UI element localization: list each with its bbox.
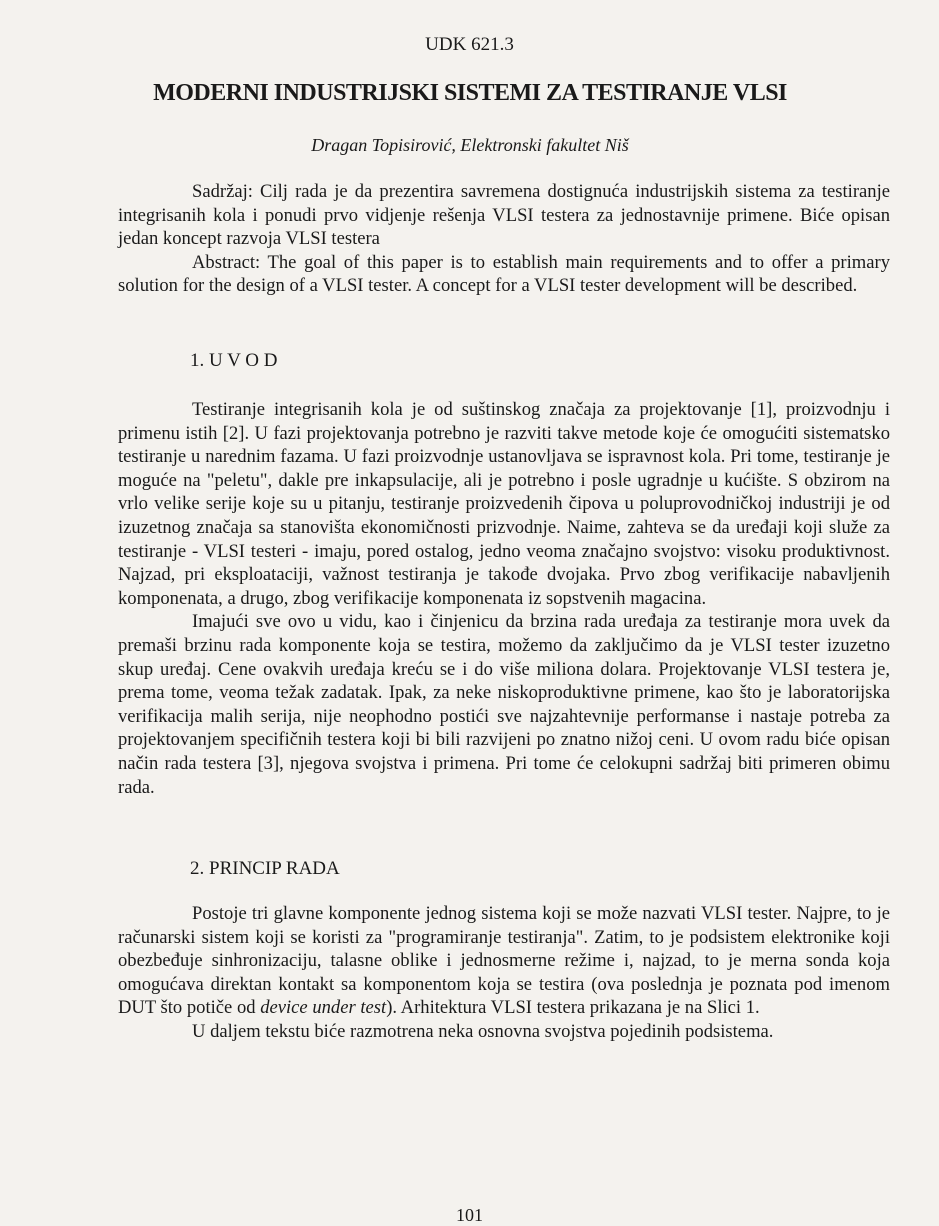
paper-title: MODERNI INDUSTRIJSKI SISTEMI ZA TESTIRANJE VLSI — [153, 80, 787, 106]
sadrzaj-paragraph — [118, 180, 890, 251]
section-2-heading: 2. PRINCIP RADA — [190, 858, 340, 879]
section-1-paragraph-1: Testiranje integrisanih kola je od suštinskog značaja za projektovanje [1], proizvodnju i primenu istih [2]. U fazi projektovanja potrebno je razviti takve metode koje će omogućiti sistematsko testiranje u narednim fazama. U fazi proizvodnje ustanovljava se ispravnost kola. Pri tome, testiranje je moguće na "peletu", dakle pre inkapsulacije, ali je potrebno i posle ugradnje u kućište. S obzirom na vrlo velike serije koje su u pitanju, testiranje proizvedenih čipova u poluprovodničkoj industriji je od izuzetnog značaja sa stanovišta ekonomičnosti prizvodnje. Naime, zahteva se da uređaji koji služe za testiranje - VLSI testeri - imaju, pored ostalog, jedno veoma značajno svojstvo: visoku produktivnost. Najzad, pri eksploataciji, važnost testiranja je takođe dvojaka. Prvo zbog verifikacije nabavljenih komponenata, a drugo, zbog verifikacije komponenata iz sopstvenih magacina. — [118, 399, 890, 609]
section-2-text-b: ). Arhitektura VLSI testera prikazana je na Slici 1. — [386, 997, 760, 1019]
sadrzaj-text: Cilj rada je da prezentira savremena dostignuća industrijskih sistema za testiranje integrisanih kola i ponudi prvo vidjenje rešenja VLSI testera za jednostavnije primene. Biće opisan jedan koncept razvoja VLSI testera — [118, 181, 890, 250]
sadrzaj-label: Sadržaj: — [192, 181, 253, 202]
section-2-italic-term: device under test — [260, 997, 387, 1019]
abstract-paragraph — [118, 251, 890, 298]
section-2-text-a: Postoje tri glavne komponente jednog sistema koji se može nazvati VLSI tester. Najpre, to je računarski sistem koji se koristi za "programiranje testiranja". Zatim, to je podsistem elektronike koji obezbeđuje sinhronizaciju, talasne oblike i jednosmerne režime i, najzad, to je merna sonda koja omogućava direktan kontakt sa komponentom koja se testira (ova poslednja je poznata pod imenom DUT što potiče od — [118, 903, 890, 1019]
section-2-paragraph-1 — [118, 902, 890, 1020]
section-1-paragraph-2: Imajući sve ovo u vidu, kao i činjenicu da brzina rada uređaja za testiranje mora uvek da premaši brzinu rada komponente koja se testira, možemo da zaključimo da je VLSI tester izuzetno skup uređaj. Cene ovakvih uređaja kreću se i do više miliona dolara. Projektovanje VLSI testera je, prema tome, veoma težak zadatak. Ipak, za neke niskoproduktivne primene, kao što je laboratorijska verifikacija malih serija, nije neophodno postići sve najzahtevnije performanse i nastaje potreba za projektovanjem specifičnih testera koji bi bili razvijeni po znatno nižoj ceni. U ovom radu biće opisan način rada testera [3], njegova svojstva i primena. Pri tome će celokupni sadržaj biti primeren obimu rada. — [118, 611, 890, 798]
abstract-text: The goal of this paper is to establish main requirements and to offer a primary solution for the design of a VLSI tester. A concept for a VLSI tester development will be described. — [118, 251, 890, 297]
udk-code: UDK 621.3 — [425, 34, 514, 55]
page-number: 101 — [456, 1205, 483, 1225]
author-line: Dragan Topisirović, Elektronski fakultet Niš — [311, 135, 629, 155]
abstract-label: Abstract: — [192, 251, 261, 273]
section-2-paragraph-2: U daljem tekstu biće razmotrena neka osnovna svojstva pojedinih podsistema. — [192, 1020, 774, 1042]
section-1-body — [118, 398, 890, 799]
section-1-heading: 1. U V O D — [190, 350, 278, 371]
section-2-body — [118, 902, 890, 1044]
summary-block — [118, 180, 890, 298]
